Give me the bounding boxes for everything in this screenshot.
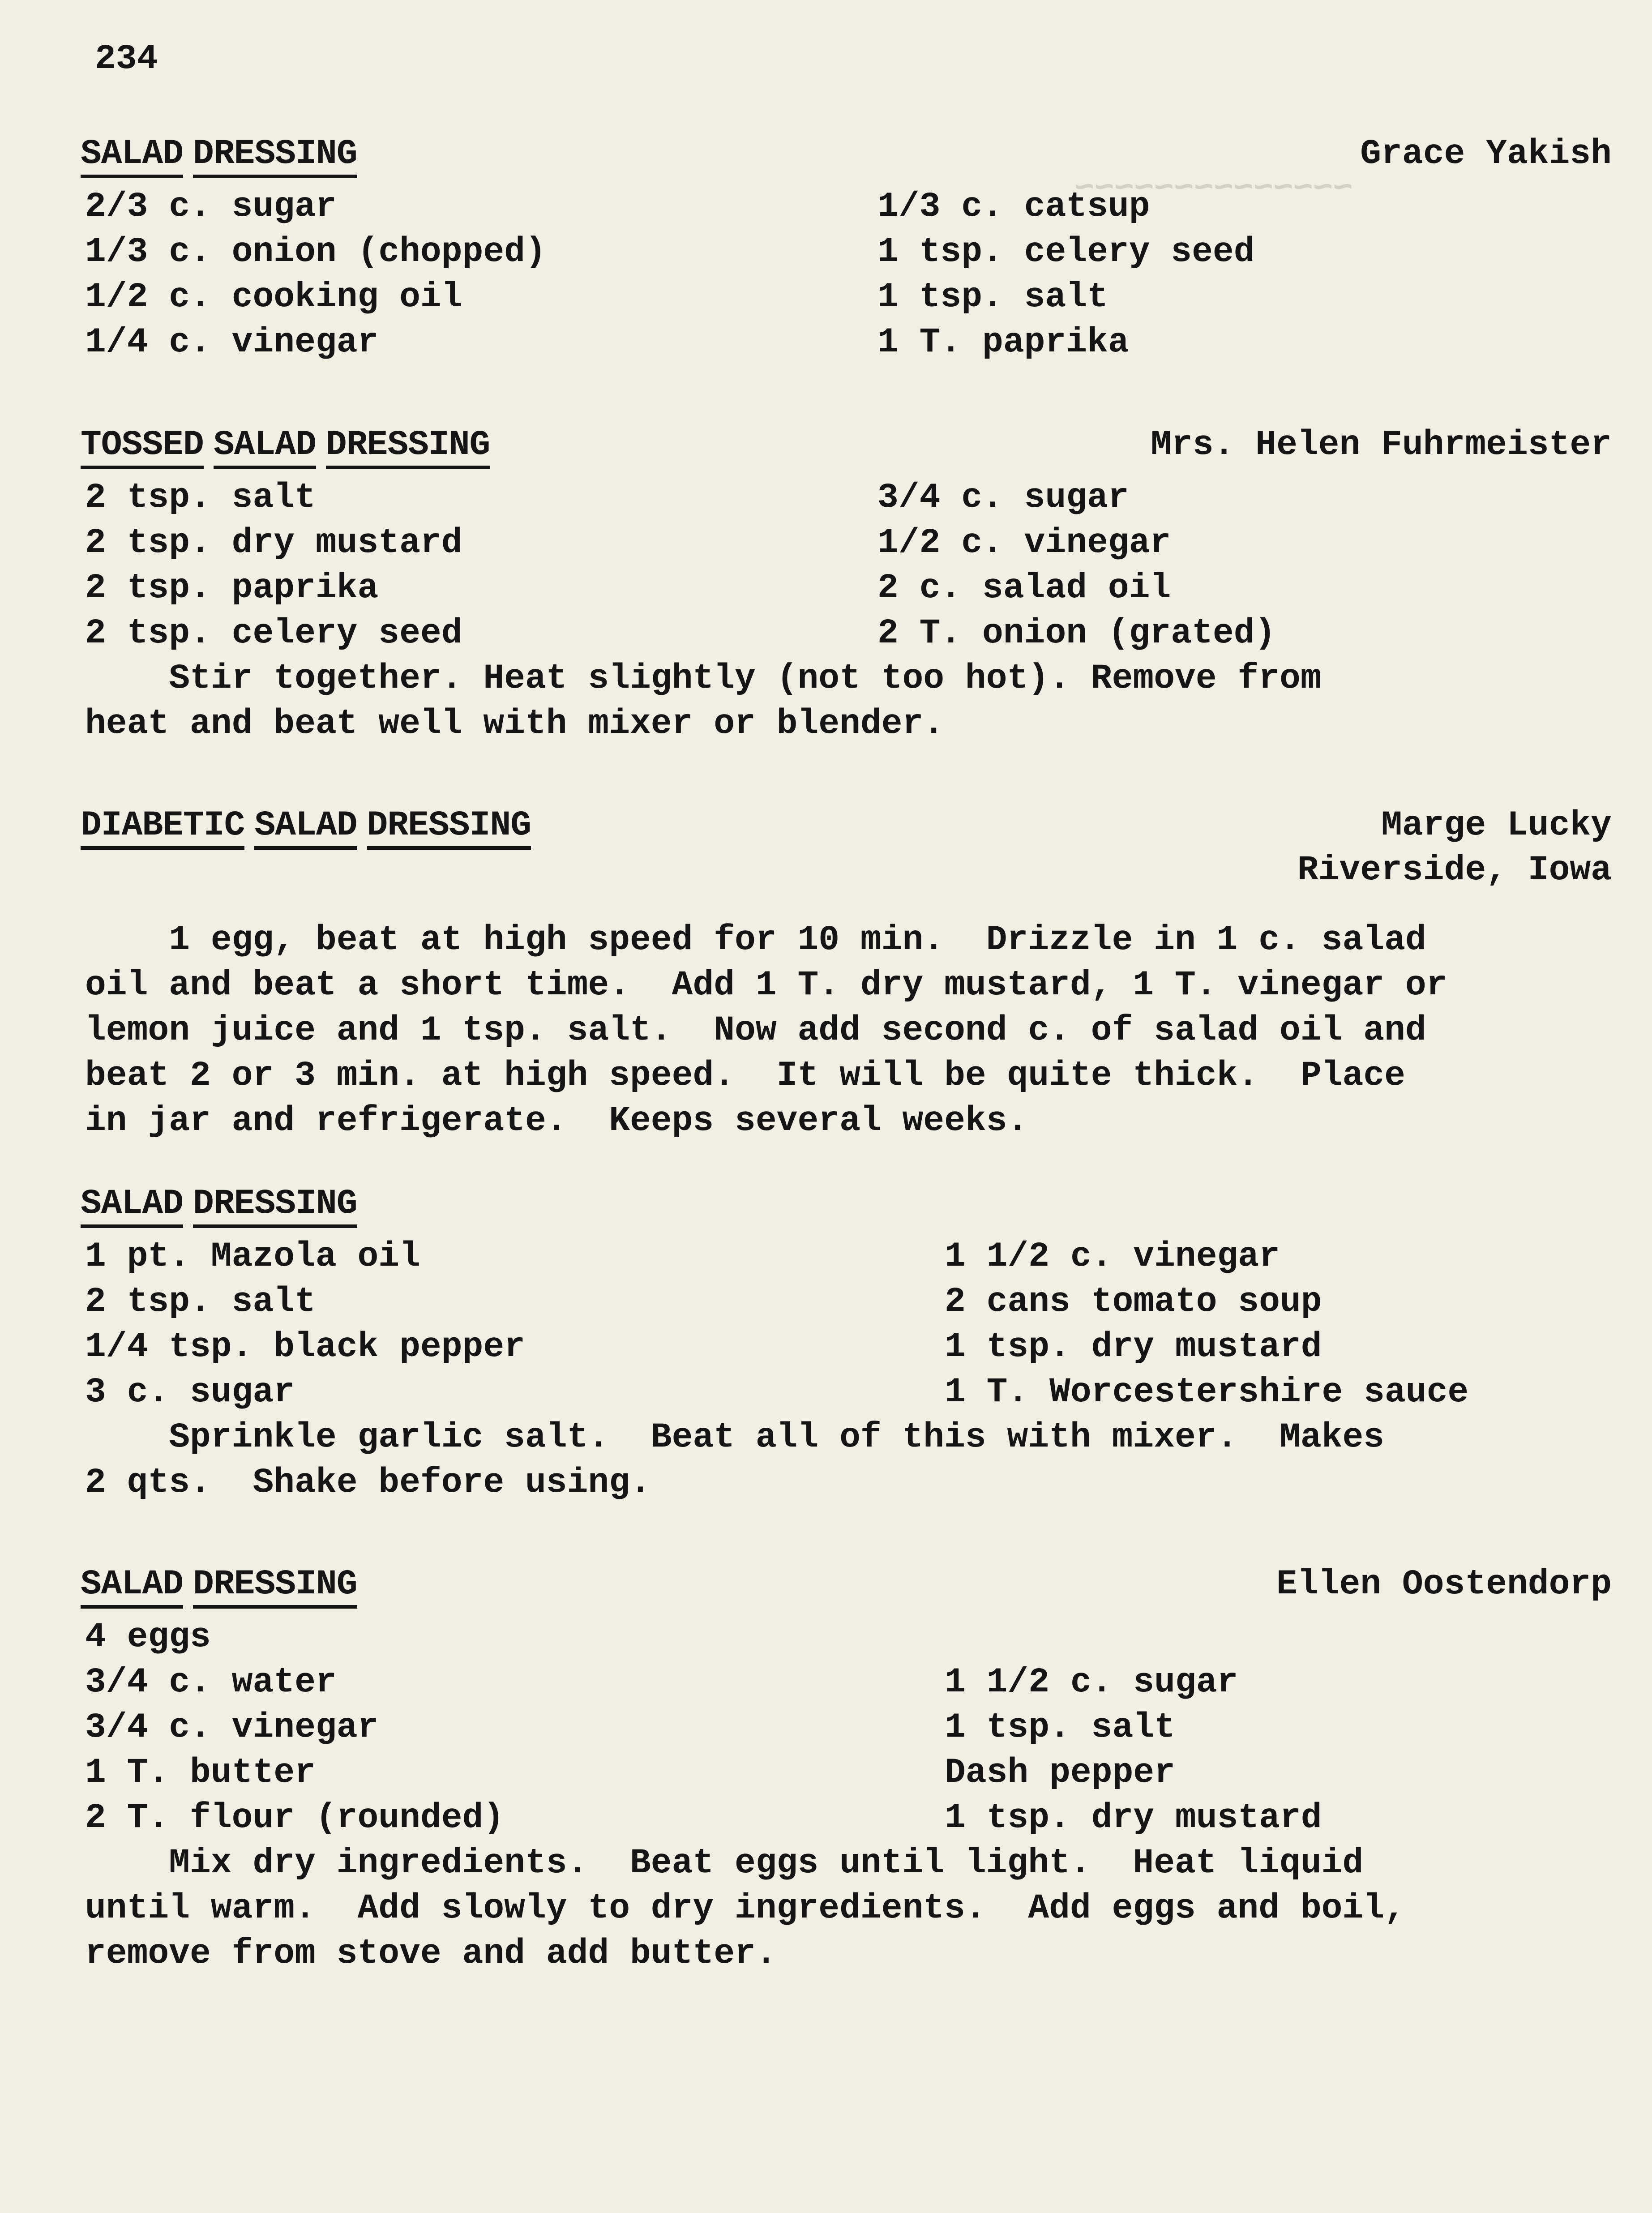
ingredient: 2 tsp. paprika xyxy=(85,569,379,608)
recipe-author: Grace Yakish xyxy=(1360,134,1612,174)
recipe-method xyxy=(85,1841,1612,1977)
ingredient: 1 1/2 c. vinegar xyxy=(945,1237,1280,1276)
recipe-header xyxy=(81,806,1612,918)
ingredient: 1 T. paprika xyxy=(877,323,1129,362)
ingredient: 1 tsp. dry mustard xyxy=(945,1798,1322,1838)
recipe-diabetic-salad-dressing xyxy=(81,806,1612,1144)
ingredient-column-right xyxy=(945,1615,1322,1841)
ingredient: 3/4 c. vinegar xyxy=(85,1708,379,1747)
recipe-title xyxy=(81,1565,367,1604)
ingredient: 1 T. butter xyxy=(85,1753,316,1793)
recipe-tossed-salad-dressing xyxy=(81,425,1612,747)
ingredient: 2 tsp. salt xyxy=(85,478,316,518)
method-line: 2 qts. Shake before using. xyxy=(85,1463,651,1502)
recipe-author: Marge Lucky xyxy=(1381,806,1612,845)
ingredient: 1 tsp. celery seed xyxy=(877,232,1255,272)
title-word: DIABETIC xyxy=(81,806,244,850)
recipe-author: Ellen Oostendorp xyxy=(1276,1565,1612,1604)
title-word: DRESSING xyxy=(367,806,531,850)
ingredient: 1 tsp. salt xyxy=(945,1708,1175,1747)
bleed-through-decoration: ~~~~~~~~~~~~~~ xyxy=(1074,170,1353,208)
ingredient: 1/3 c. catsup xyxy=(877,187,1150,227)
ingredient-column-right xyxy=(877,184,1255,365)
ingredient: 3/4 c. sugar xyxy=(877,478,1129,518)
method-line: oil and beat a short time. Add 1 T. dry mustard, 1 T. vinegar or xyxy=(85,966,1447,1005)
title-word: DRESSING xyxy=(193,134,357,178)
method-line: until warm. Add slowly to dry ingredients. Add eggs and boil, xyxy=(85,1889,1405,1928)
method-line: Mix dry ingredients. Beat eggs until light. Heat liquid xyxy=(85,1844,1364,1883)
ingredient: 3/4 c. water xyxy=(85,1663,337,1702)
ingredient: 1/4 c. vinegar xyxy=(85,323,379,362)
recipe-salad-dressing-yakish xyxy=(81,134,1612,372)
recipe-title xyxy=(81,1184,367,1224)
ingredient-column-left xyxy=(85,1615,504,1841)
ingredient-column-right xyxy=(877,475,1275,656)
recipe-location: Riverside, Iowa xyxy=(1297,851,1612,890)
method-line: lemon juice and 1 tsp. salt. Now add second c. of salad oil and xyxy=(85,1011,1426,1050)
title-word: DRESSING xyxy=(326,425,490,469)
title-word: SALAD xyxy=(254,806,357,850)
ingredient: Dash pepper xyxy=(945,1753,1175,1793)
recipe-method xyxy=(85,1415,1612,1506)
recipe-header xyxy=(81,425,1612,475)
recipe-header xyxy=(81,1565,1612,1615)
ingredient: 1 tsp. dry mustard xyxy=(945,1327,1322,1367)
recipe-title xyxy=(81,425,500,465)
ingredient: 1 pt. Mazola oil xyxy=(85,1237,420,1276)
method-line: Sprinkle garlic salt. Beat all of this with mixer. Makes xyxy=(85,1418,1385,1457)
ingredient-column-left xyxy=(85,184,546,365)
ingredient: 1 1/2 c. sugar xyxy=(945,1663,1238,1702)
title-word: SALAD xyxy=(81,1184,183,1228)
ingredient: 4 eggs xyxy=(85,1618,211,1657)
title-word: TOSSED xyxy=(81,425,204,469)
recipe-author: Mrs. Helen Fuhrmeister xyxy=(1151,425,1612,465)
ingredient-list xyxy=(81,1615,1612,1841)
ingredient-list xyxy=(81,184,1612,372)
ingredient: 2 T. onion (grated) xyxy=(877,614,1276,653)
recipe-title xyxy=(81,806,541,845)
title-word: DRESSING xyxy=(193,1565,357,1609)
ingredient-column-right xyxy=(945,1234,1468,1415)
title-word: SALAD xyxy=(81,134,183,178)
ingredient: 1/4 tsp. black pepper xyxy=(85,1327,525,1367)
method-line: in jar and refrigerate. Keeps several weeks. xyxy=(85,1101,1028,1141)
ingredient-list xyxy=(81,475,1612,656)
ingredient: 1 T. Worcestershire sauce xyxy=(945,1373,1469,1412)
ingredient: 2 tsp. celery seed xyxy=(85,614,462,653)
recipe-method xyxy=(85,656,1612,747)
ingredient-list xyxy=(81,1234,1612,1415)
ingredient: 1/2 c. cooking oil xyxy=(85,278,462,317)
ingredient: 1 tsp. salt xyxy=(877,278,1108,317)
recipe-method xyxy=(85,918,1612,1144)
ingredient: 1/3 c. onion (chopped) xyxy=(85,232,546,272)
ingredient: 2/3 c. sugar xyxy=(85,187,337,227)
recipe-header xyxy=(81,1184,1612,1234)
ingredient: 2 tsp. salt xyxy=(85,1282,316,1322)
ingredient: 2 tsp. dry mustard xyxy=(85,523,462,563)
method-line: heat and beat well with mixer or blender. xyxy=(85,704,945,744)
method-line: 1 egg, beat at high speed for 10 min. Drizzle in 1 c. salad xyxy=(85,920,1426,960)
method-line: Stir together. Heat slightly (not too hot). Remove from xyxy=(85,659,1322,698)
recipe-salad-dressing-oostendorp xyxy=(81,1565,1612,1977)
ingredient: 1/2 c. vinegar xyxy=(877,523,1171,563)
method-line: beat 2 or 3 min. at high speed. It will be quite thick. Place xyxy=(85,1056,1405,1096)
ingredient: 3 c. sugar xyxy=(85,1373,295,1412)
ingredient: 2 c. salad oil xyxy=(877,569,1171,608)
ingredient xyxy=(945,1615,1322,1660)
title-word: DRESSING xyxy=(193,1184,357,1228)
title-word: SALAD xyxy=(214,425,316,469)
ingredient-column-left xyxy=(85,475,462,656)
recipe-title xyxy=(81,134,367,174)
ingredient: 2 cans tomato soup xyxy=(945,1282,1322,1322)
page-number: 234 xyxy=(95,39,158,79)
recipe-salad-dressing-mazola xyxy=(81,1184,1612,1506)
ingredient-column-left xyxy=(85,1234,525,1415)
recipe-header xyxy=(81,134,1612,184)
method-line: remove from stove and add butter. xyxy=(85,1934,777,1973)
ingredient: 2 T. flour (rounded) xyxy=(85,1798,505,1838)
title-word: SALAD xyxy=(81,1565,183,1609)
